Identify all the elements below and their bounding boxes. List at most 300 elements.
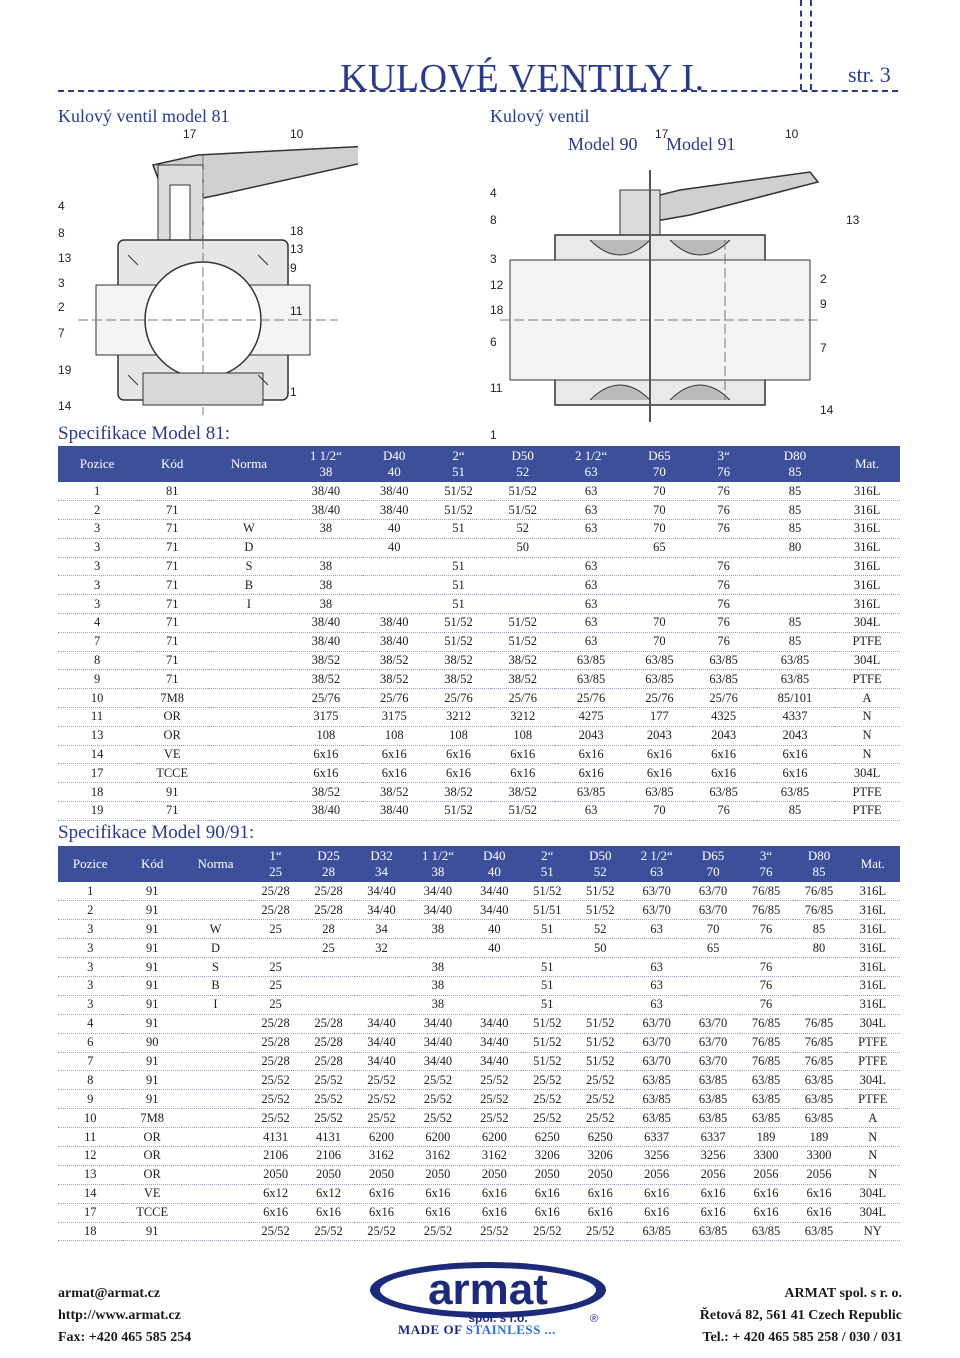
table-cell: 76 [692, 557, 756, 576]
table-cell: 6250 [521, 1128, 574, 1147]
column-header [362, 446, 426, 482]
table-cell: 51/52 [521, 1033, 574, 1052]
table-cell [793, 958, 846, 977]
table-cell [627, 595, 691, 614]
table-cell: 71 [136, 632, 208, 651]
page-title: KULOVÉ VENTILY I. [340, 57, 705, 99]
table-cell [468, 995, 521, 1014]
table-cell: 63/85 [692, 783, 756, 802]
table-cell: 2050 [521, 1165, 574, 1184]
table-cell: 25/52 [408, 1090, 468, 1109]
table-cell: PTFE [834, 632, 900, 651]
table-cell: 25/52 [408, 1071, 468, 1090]
table-cell: 25/28 [302, 1052, 355, 1071]
table-cell: 63/85 [793, 1071, 846, 1090]
table-cell: 25/76 [555, 689, 627, 708]
table-cell [426, 538, 490, 557]
table-cell: 38/40 [362, 501, 426, 520]
table-cell: 14 [58, 1184, 122, 1203]
table-cell: 63/85 [627, 783, 691, 802]
table-cell: 51/52 [426, 802, 490, 821]
table-cell: 304L [834, 764, 900, 783]
table-cell: 71 [136, 651, 208, 670]
table-cell: 34/40 [355, 1014, 408, 1033]
table-cell: 63/85 [687, 1109, 740, 1128]
table-row [58, 651, 900, 670]
table-cell [740, 939, 793, 958]
table-cell: N [834, 745, 900, 764]
table-row [58, 1033, 900, 1052]
table-cell: 9 [58, 670, 136, 689]
table-cell: 316L [846, 976, 900, 995]
table-cell: 4 [58, 1014, 122, 1033]
table-cell: 63 [627, 995, 687, 1014]
table-cell: 304L [834, 614, 900, 633]
table-cell: 63/85 [740, 1109, 793, 1128]
table-cell: 6200 [355, 1128, 408, 1147]
table-cell: S [182, 958, 249, 977]
footer-web[interactable]: http://www.armat.cz [58, 1308, 181, 1323]
callout: 3 [490, 252, 497, 266]
table-cell: 63/85 [740, 1222, 793, 1241]
table-cell: 25/28 [249, 901, 302, 920]
table-cell: 2056 [740, 1165, 793, 1184]
table-cell [182, 1033, 249, 1052]
table-cell: 189 [793, 1128, 846, 1147]
table-cell: 32 [355, 939, 408, 958]
table-cell [627, 557, 691, 576]
table-cell [182, 1222, 249, 1241]
footer-email[interactable]: armat@armat.cz [58, 1286, 161, 1301]
table-cell: 65 [627, 538, 691, 557]
column-header-label: 3“ [717, 448, 730, 463]
table-cell: 34/40 [468, 882, 521, 901]
table-cell: 51/52 [491, 632, 555, 651]
table-row [58, 689, 900, 708]
table-cell: 51/52 [426, 632, 490, 651]
table-cell: 6x16 [521, 1184, 574, 1203]
column-header-label: Kód [160, 456, 184, 471]
table-row [58, 976, 900, 995]
table-cell: 63/85 [627, 1090, 687, 1109]
table-cell: 25 [249, 920, 302, 939]
table-cell: 6x16 [521, 1203, 574, 1222]
table-row [58, 901, 900, 920]
table-cell [182, 1128, 249, 1147]
table-cell [208, 614, 289, 633]
table-cell [362, 557, 426, 576]
table-cell: 6x16 [793, 1184, 846, 1203]
column-header-label: D65 [648, 448, 671, 463]
table-cell: 76 [692, 802, 756, 821]
table-cell: 38 [408, 958, 468, 977]
callout: 13 [58, 251, 72, 265]
table-cell: 3175 [362, 708, 426, 727]
table-cell: 4131 [302, 1128, 355, 1147]
table-cell [362, 576, 426, 595]
column-header-size: 70 [652, 464, 666, 479]
table-cell: 63/85 [692, 670, 756, 689]
table-cell: 6x16 [627, 1203, 687, 1222]
table-cell: 63/70 [687, 882, 740, 901]
drawing-90-caption: Kulový ventil [490, 106, 590, 126]
table-cell: 25/52 [574, 1222, 627, 1241]
table-cell: 91 [122, 1090, 181, 1109]
table-cell: 51/52 [574, 1052, 627, 1071]
table-cell: 63/85 [793, 1222, 846, 1241]
table-cell: 6x16 [290, 764, 362, 783]
table-cell: 3162 [355, 1146, 408, 1165]
table-cell: 51 [521, 995, 574, 1014]
table-cell [208, 708, 289, 727]
table-cell: I [208, 595, 289, 614]
table-cell: 12 [58, 1146, 122, 1165]
column-header [574, 846, 627, 882]
column-header-size: 25 [269, 864, 283, 879]
table-cell: OR [136, 726, 208, 745]
table-cell: 38 [290, 595, 362, 614]
table-cell: 71 [136, 576, 208, 595]
table-cell [290, 538, 362, 557]
table-cell: 19 [58, 802, 136, 821]
column-header-label: D32 [370, 848, 393, 863]
column-header-size: 63 [650, 864, 664, 879]
callout: 2 [58, 300, 65, 314]
column-header-label: 2 1/2“ [640, 848, 673, 863]
column-header [426, 446, 490, 482]
table-cell: 70 [687, 920, 740, 939]
callout: 10 [785, 127, 799, 141]
table-cell: 38/52 [491, 783, 555, 802]
callout: 2 [820, 272, 827, 286]
table-cell: 71 [136, 595, 208, 614]
table-cell: 63 [555, 576, 627, 595]
table-row [58, 632, 900, 651]
table-cell [182, 1184, 249, 1203]
table-cell: 6x16 [574, 1203, 627, 1222]
table-cell: 3206 [574, 1146, 627, 1165]
column-header-size: 76 [717, 464, 731, 479]
table-cell: 25/28 [302, 1033, 355, 1052]
table-cell: 40 [362, 538, 426, 557]
table-cell: 13 [58, 726, 136, 745]
column-header [249, 846, 302, 882]
callout: 19 [58, 363, 72, 377]
table-cell: 6x16 [692, 764, 756, 783]
table-cell [208, 501, 289, 520]
table-cell: 76/85 [793, 1033, 846, 1052]
table-cell: 34/40 [468, 901, 521, 920]
table-cell [182, 901, 249, 920]
table-cell [208, 764, 289, 783]
table-cell: 91 [122, 976, 181, 995]
table-row [58, 670, 900, 689]
table-cell: 316L [834, 557, 900, 576]
footer-contact [58, 1283, 191, 1349]
table-cell: 25/52 [302, 1071, 355, 1090]
table-cell: 51 [426, 576, 490, 595]
table-cell: 63/85 [627, 1109, 687, 1128]
table-cell: 38 [408, 976, 468, 995]
table-cell: 17 [58, 764, 136, 783]
table-cell: 71 [136, 538, 208, 557]
table-cell: 51/52 [491, 482, 555, 501]
table-cell: 177 [627, 708, 691, 727]
callout: 1 [490, 428, 497, 442]
column-header-label: D80 [807, 848, 831, 863]
table-cell: 38 [290, 520, 362, 539]
table-row [58, 557, 900, 576]
table-cell [574, 995, 627, 1014]
table-row [58, 614, 900, 633]
table-cell: PTFE [846, 1033, 900, 1052]
table-cell: 3 [58, 995, 122, 1014]
column-header-label: D50 [589, 848, 612, 863]
tagline-stainless: STAINLESS ... [465, 1322, 556, 1337]
table-cell: 3206 [521, 1146, 574, 1165]
table-cell [182, 1052, 249, 1071]
table-row [58, 783, 900, 802]
table-cell: 6200 [468, 1128, 521, 1147]
table-cell [756, 595, 834, 614]
table-cell: 91 [122, 995, 181, 1014]
table-cell: 3162 [408, 1146, 468, 1165]
column-header [290, 446, 362, 482]
table-cell: 2106 [249, 1146, 302, 1165]
table-cell: 63/70 [627, 1033, 687, 1052]
table-cell: 76/85 [740, 901, 793, 920]
callout: 11 [290, 304, 303, 318]
table-row [58, 520, 900, 539]
table-cell: 6x16 [574, 1184, 627, 1203]
table-cell: 3 [58, 958, 122, 977]
table-cell: 316L [834, 520, 900, 539]
table-cell: 91 [122, 1222, 181, 1241]
column-header-label: 1 1/2“ [309, 448, 342, 463]
table-cell: 76 [740, 976, 793, 995]
table-cell: 25/28 [249, 1033, 302, 1052]
table-cell: 76/85 [793, 901, 846, 920]
table-cell: 3 [58, 939, 122, 958]
table-cell: 71 [136, 557, 208, 576]
table-cell: 6x16 [249, 1203, 302, 1222]
table-cell: 6x16 [290, 745, 362, 764]
table-cell: 17 [58, 1203, 122, 1222]
table-cell [182, 1165, 249, 1184]
logo-sub: spol. s r.o. [468, 1311, 528, 1325]
column-header [834, 446, 900, 482]
table-cell: 38/52 [290, 651, 362, 670]
table-cell: 91 [122, 958, 181, 977]
column-header-size: 85 [812, 864, 826, 879]
column-header [846, 846, 900, 882]
column-header [555, 446, 627, 482]
table-cell [491, 576, 555, 595]
table-cell: PTFE [834, 670, 900, 689]
table-cell: 25/52 [521, 1222, 574, 1241]
table-cell: 14 [58, 745, 136, 764]
column-header-label: D65 [701, 848, 725, 863]
table-row [58, 1165, 900, 1184]
table-cell: TCCE [136, 764, 208, 783]
table-row [58, 726, 900, 745]
table-cell: 51 [426, 520, 490, 539]
table-cell: 63 [627, 958, 687, 977]
table-row [58, 708, 900, 727]
table-cell: NY [846, 1222, 900, 1241]
table-cell: 6x12 [302, 1184, 355, 1203]
table-cell: 34/40 [408, 1052, 468, 1071]
table-cell [249, 939, 302, 958]
table-cell: 25/52 [468, 1222, 521, 1241]
table-cell: 8 [58, 651, 136, 670]
table-cell: 3300 [793, 1146, 846, 1165]
column-header-size: 51 [540, 864, 554, 879]
table-cell: 3 [58, 520, 136, 539]
table-cell: 4131 [249, 1128, 302, 1147]
table-cell [208, 802, 289, 821]
callout: 17 [655, 127, 669, 141]
table-cell: 76 [692, 632, 756, 651]
table-cell: 25/52 [355, 1222, 408, 1241]
table-cell: 76 [692, 595, 756, 614]
table-cell [355, 995, 408, 1014]
table-row [58, 1203, 900, 1222]
table-cell: VE [136, 745, 208, 764]
table-cell: 51/52 [426, 482, 490, 501]
table-cell: 51 [521, 958, 574, 977]
table-cell: 51/52 [426, 614, 490, 633]
column-header-label: 2“ [541, 848, 554, 863]
table-cell: 25/52 [574, 1071, 627, 1090]
table-cell: 25/28 [249, 1052, 302, 1071]
table-cell [208, 632, 289, 651]
table-cell [355, 958, 408, 977]
table-cell [208, 783, 289, 802]
table-cell: 34/40 [408, 901, 468, 920]
callout: 13 [290, 242, 304, 256]
table-cell: 25/28 [302, 901, 355, 920]
callout: 9 [820, 297, 827, 311]
table-cell: 34/40 [355, 882, 408, 901]
table-cell: 7M8 [122, 1109, 181, 1128]
table-cell [756, 576, 834, 595]
table-cell: OR [122, 1165, 181, 1184]
table-cell: VE [122, 1184, 181, 1203]
table-cell: PTFE [834, 783, 900, 802]
table-cell: 63/70 [687, 1014, 740, 1033]
callout: 18 [490, 303, 504, 317]
table-cell: 71 [136, 670, 208, 689]
footer-fax: Fax: +420 465 585 254 [58, 1330, 192, 1345]
table-cell: 40 [362, 520, 426, 539]
table-cell: 2 [58, 501, 136, 520]
callout: 6 [490, 335, 497, 349]
table-cell: 63/85 [793, 1109, 846, 1128]
table-cell: A [846, 1109, 900, 1128]
table-cell: 38/52 [290, 670, 362, 689]
table-cell [182, 1146, 249, 1165]
table-cell [182, 1090, 249, 1109]
callout: 1 [290, 385, 297, 399]
table-cell: 6x16 [687, 1203, 740, 1222]
table-cell: 108 [290, 726, 362, 745]
table-cell [302, 958, 355, 977]
table-cell: 63/85 [687, 1222, 740, 1241]
callout: 13 [846, 213, 860, 227]
table-cell: 91 [122, 939, 181, 958]
table-cell: 316L [846, 901, 900, 920]
table-cell: 6x16 [355, 1184, 408, 1203]
table-cell: 85 [793, 920, 846, 939]
table-cell: 316L [834, 595, 900, 614]
table-cell: 40 [468, 920, 521, 939]
table-cell: 63/70 [687, 901, 740, 920]
table-cell: 25/52 [302, 1090, 355, 1109]
column-header [521, 846, 574, 882]
table-cell [208, 651, 289, 670]
table-cell: 25/52 [521, 1071, 574, 1090]
table-cell: N [834, 726, 900, 745]
table-cell: 3 [58, 557, 136, 576]
table-cell: PTFE [846, 1052, 900, 1071]
table-cell: 85 [756, 614, 834, 633]
table-cell: 6x16 [355, 1203, 408, 1222]
table-cell: 2050 [468, 1165, 521, 1184]
table-cell: 85 [756, 802, 834, 821]
table-row [58, 538, 900, 557]
table-cell: 25/52 [355, 1109, 408, 1128]
column-header-label: Norma [197, 856, 234, 871]
table-cell: 3 [58, 576, 136, 595]
table-cell: 38/40 [290, 802, 362, 821]
table-cell: 25 [249, 995, 302, 1014]
column-header-label: 2“ [452, 448, 465, 463]
table-cell: 6337 [687, 1128, 740, 1147]
column-header [468, 846, 521, 882]
table-cell: 6x16 [687, 1184, 740, 1203]
table-cell: 63/85 [756, 670, 834, 689]
table-cell [208, 689, 289, 708]
table-cell [574, 958, 627, 977]
table-cell: 316L [846, 939, 900, 958]
table-cell: 63/85 [793, 1090, 846, 1109]
table-cell: 304L [846, 1014, 900, 1033]
table-cell [182, 1071, 249, 1090]
table-cell: 6x16 [627, 745, 691, 764]
table-cell: 65 [687, 939, 740, 958]
table-cell: 11 [58, 708, 136, 727]
table-cell: 6x16 [491, 745, 555, 764]
table-cell: 3 [58, 595, 136, 614]
table-row [58, 501, 900, 520]
column-header-size: 40 [487, 864, 501, 879]
table-cell: 50 [491, 538, 555, 557]
table-cell: 6x16 [362, 745, 426, 764]
table-cell: 6x16 [740, 1203, 793, 1222]
table-cell: 4275 [555, 708, 627, 727]
table-cell: 3256 [687, 1146, 740, 1165]
table-cell: 63/70 [627, 901, 687, 920]
spec-81-title: Specifikace Model 81: [58, 423, 231, 444]
table-cell: 2050 [302, 1165, 355, 1184]
table-cell: 76/85 [740, 1052, 793, 1071]
table-cell: N [846, 1165, 900, 1184]
table-cell: 6x12 [249, 1184, 302, 1203]
table-cell: 76 [692, 576, 756, 595]
table-cell: 2050 [574, 1165, 627, 1184]
table-cell [793, 976, 846, 995]
